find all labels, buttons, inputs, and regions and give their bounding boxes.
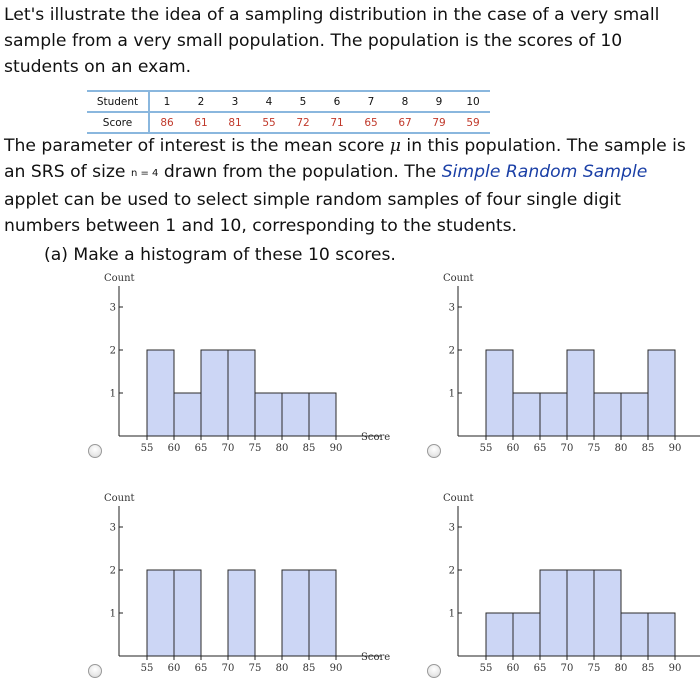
histogram-option-b [421, 268, 700, 478]
histogram-bar [282, 570, 309, 656]
score-header: Score [87, 112, 149, 133]
histogram-bar [228, 350, 255, 436]
student-cell: 10 [456, 91, 490, 112]
student-cell: 2 [184, 91, 218, 112]
histogram-bar [147, 350, 174, 436]
histogram-bar [648, 613, 675, 656]
score-cell: 61 [184, 112, 218, 133]
x-tick-label: 60 [506, 663, 520, 674]
score-cell: 59 [456, 112, 490, 133]
x-tick-label: 90 [668, 443, 682, 454]
histogram-bar [309, 393, 336, 436]
histogram-bar [648, 350, 675, 436]
histogram-bar [228, 570, 255, 656]
parameter-paragraph [4, 133, 694, 239]
histogram-bar [621, 613, 648, 656]
histogram-bar [174, 570, 201, 656]
x-tick-label: 65 [194, 663, 208, 674]
histogram-bar [513, 613, 540, 656]
histogram-svg [421, 488, 700, 698]
score-cell: 79 [422, 112, 456, 133]
histogram-svg [82, 488, 391, 698]
score-cell: 71 [320, 112, 354, 133]
x-axis-title: Score [361, 432, 391, 443]
x-tick-label: 75 [248, 663, 262, 674]
x-tick-label: 75 [587, 663, 601, 674]
table-row-student [87, 91, 490, 112]
y-tick-label: 2 [109, 565, 116, 577]
question-a: (a) Make a histogram of these 10 scores. [44, 245, 396, 265]
y-tick-label: 3 [448, 302, 455, 314]
student-cell: 5 [286, 91, 320, 112]
student-cell: 6 [320, 91, 354, 112]
student-cell: 8 [388, 91, 422, 112]
y-tick-label: 1 [109, 388, 116, 400]
y-tick-label: 3 [109, 302, 116, 314]
histogram-bar [147, 570, 174, 656]
table-row-score [87, 112, 490, 133]
histogram-svg [82, 268, 391, 478]
applet-link[interactable]: Simple Random Sample [441, 162, 648, 182]
histogram-bar [282, 393, 309, 436]
radio-option-b[interactable] [427, 444, 441, 458]
radio-option-c[interactable] [88, 664, 102, 678]
x-tick-label: 70 [560, 443, 574, 454]
x-axis-title: Score [361, 652, 391, 663]
mu-symbol: μ [389, 136, 401, 156]
x-tick-label: 85 [302, 663, 316, 674]
x-tick-label: 75 [587, 443, 601, 454]
histogram-bar [513, 393, 540, 436]
y-tick-label: 2 [448, 565, 455, 577]
histogram-bar [255, 393, 282, 436]
y-tick-label: 3 [448, 522, 455, 534]
intro-paragraph: Let's illustrate the idea of a sampling distribution in the case of a very small sample from a very small population. The population is the scores of 10 students on an exam. [4, 5, 660, 77]
score-cell: 72 [286, 112, 320, 133]
histogram-bar [201, 350, 228, 436]
x-tick-label: 55 [140, 443, 154, 454]
histogram-bar [621, 393, 648, 436]
x-tick-label: 70 [221, 443, 235, 454]
histogram-bar [594, 393, 621, 436]
y-tick-label: 3 [109, 522, 116, 534]
x-tick-label: 75 [248, 443, 262, 454]
y-tick-label: 1 [109, 608, 116, 620]
x-tick-label: 70 [221, 663, 235, 674]
score-cell: 65 [354, 112, 388, 133]
student-header: Student [87, 91, 149, 112]
histogram-bar [567, 570, 594, 656]
x-tick-label: 55 [479, 443, 493, 454]
x-tick-label: 80 [275, 443, 289, 454]
score-cell: 55 [252, 112, 286, 133]
parameter-text-d: applet can be used to select simple random samples of four single digit numbers between 1 and 10, corresponding to the students. [4, 190, 621, 236]
x-tick-label: 60 [506, 443, 520, 454]
y-axis-title: Count [104, 493, 135, 504]
x-tick-label: 65 [533, 443, 547, 454]
x-tick-label: 55 [479, 663, 493, 674]
student-cell: 7 [354, 91, 388, 112]
student-cell: 3 [218, 91, 252, 112]
x-tick-label: 60 [167, 663, 181, 674]
x-tick-label: 70 [560, 663, 574, 674]
sample-size-expr: n = 4 [130, 168, 159, 179]
histogram-bar [309, 570, 336, 656]
y-tick-label: 2 [448, 345, 455, 357]
histogram-bar [174, 393, 201, 436]
histogram-option-a [82, 268, 391, 478]
histogram-bar [594, 570, 621, 656]
score-cell: 81 [218, 112, 252, 133]
histogram-bar [486, 613, 513, 656]
x-tick-label: 85 [302, 443, 316, 454]
score-cell: 67 [388, 112, 422, 133]
y-axis-title: Count [443, 493, 474, 504]
parameter-text-c: drawn from the population. The [158, 162, 442, 182]
histogram-bar [540, 570, 567, 656]
x-tick-label: 60 [167, 443, 181, 454]
y-tick-label: 1 [448, 388, 455, 400]
histogram-bar [540, 393, 567, 436]
parameter-text-b: in this population. The sample is an SRS of size [4, 136, 686, 182]
histogram-svg [421, 268, 700, 478]
y-tick-label: 1 [448, 608, 455, 620]
score-table [87, 90, 490, 134]
parameter-text-a: The parameter of interest is the mean score [4, 136, 390, 156]
x-tick-label: 85 [641, 443, 655, 454]
y-axis-title: Count [104, 273, 135, 284]
x-tick-label: 65 [533, 663, 547, 674]
x-tick-label: 90 [329, 663, 343, 674]
histogram-bar [567, 350, 594, 436]
y-axis-title: Count [443, 273, 474, 284]
x-tick-label: 90 [668, 663, 682, 674]
x-tick-label: 85 [641, 663, 655, 674]
student-cell: 4 [252, 91, 286, 112]
x-tick-label: 55 [140, 663, 154, 674]
radio-option-d[interactable] [427, 664, 441, 678]
histogram-option-d [421, 488, 700, 698]
x-tick-label: 80 [275, 663, 289, 674]
radio-option-a[interactable] [88, 444, 102, 458]
x-tick-label: 65 [194, 443, 208, 454]
student-cell: 9 [422, 91, 456, 112]
student-cell: 1 [149, 91, 184, 112]
histogram-option-c [82, 488, 391, 698]
x-tick-label: 90 [329, 443, 343, 454]
x-tick-label: 80 [614, 443, 628, 454]
histogram-bar [486, 350, 513, 436]
x-tick-label: 80 [614, 663, 628, 674]
score-cell: 86 [149, 112, 184, 133]
y-tick-label: 2 [109, 345, 116, 357]
